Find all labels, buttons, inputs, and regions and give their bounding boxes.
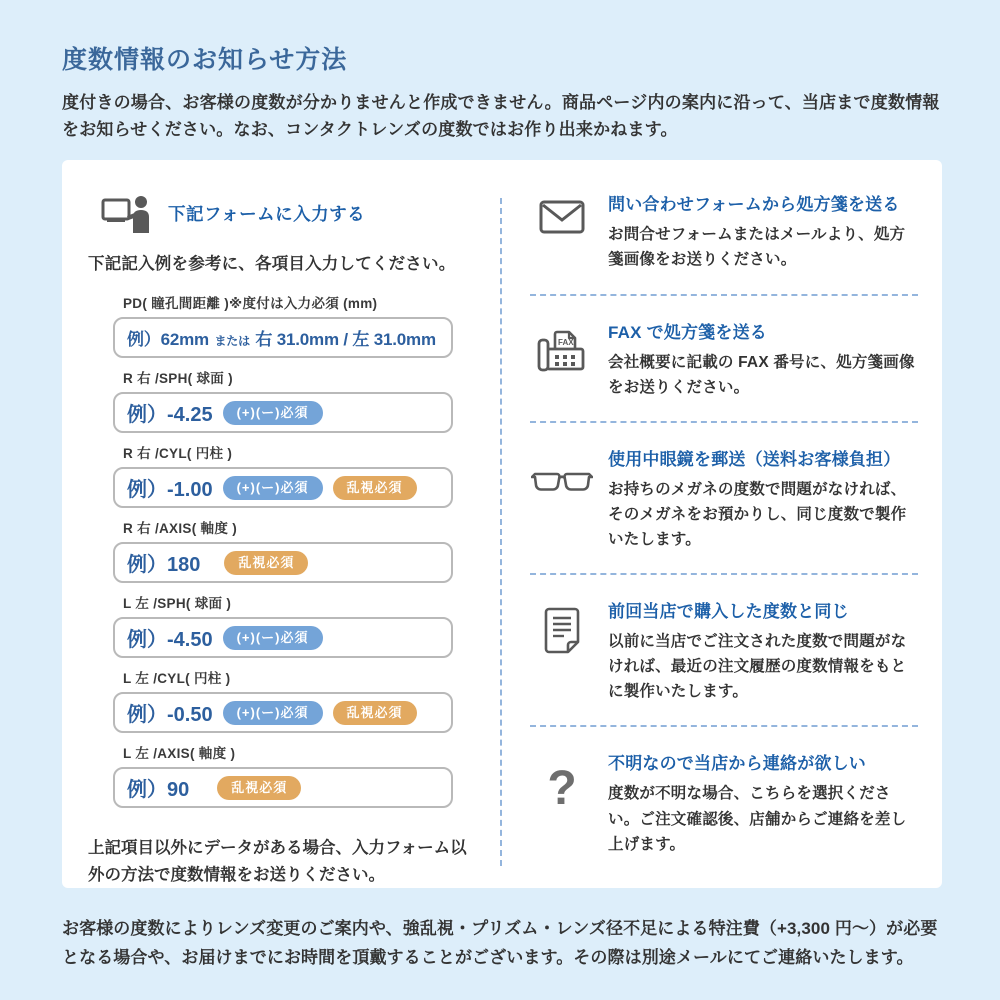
- example-value: 例）-1.00: [127, 479, 213, 502]
- intro-text: 度付きの場合、お客様の度数が分かりませんと作成できません。商品ページ内の案内に沿って、当店まで度数情報をお知らせください。なお、コンタクトレンズの度数ではお作り出来かねます。: [62, 93, 940, 140]
- page-title: 度数情報のお知らせ方法: [62, 46, 348, 74]
- glasses-icon: [530, 445, 594, 552]
- field-label: PD( 瞳孔間距離 )※度付は入力必須 (mm): [123, 296, 378, 312]
- method-description: お持ちのメガネの度数で問題がなければ、そのメガネをお預かりし、同じ度数で製作いたします。: [608, 480, 907, 549]
- method-mail-glasses: [530, 421, 918, 573]
- astigmatism-required-badge: 乱視必須: [333, 701, 417, 725]
- svg-text:FAX: FAX: [558, 337, 574, 347]
- fax-icon: [530, 318, 594, 400]
- method-body: [594, 445, 918, 552]
- form-footnote: 上記項目以外にデータがある場合、入力フォーム以外の方法で度数情報をお送りください。: [88, 839, 467, 884]
- person-at-computer-icon: [100, 193, 152, 233]
- document-icon: [530, 597, 594, 704]
- envelope-icon: [530, 190, 594, 272]
- field-group-l-axis: [113, 742, 453, 808]
- method-heading: 不明なので当店から連絡が欲しい: [608, 754, 866, 774]
- example-value: 例）62mm または 右 31.0mm / 左 31.0mm: [127, 330, 436, 350]
- example-input-r-axis: [113, 542, 453, 583]
- example-input-l-sph: [113, 617, 453, 658]
- method-previous-order: [530, 573, 918, 725]
- method-description: 度数が不明な場合、こちらを選択ください。ご注文確認後、店舗からご連絡を差し上げます。: [608, 785, 907, 853]
- prescription-methods-panel: [62, 160, 942, 888]
- example-input-r-cyl: [113, 467, 453, 508]
- method-contact-me: [530, 725, 918, 877]
- form-method-heading: 下記フォームに入力する: [168, 203, 366, 224]
- example-value: 例）180: [127, 554, 201, 577]
- form-instruction: 下記記入例を参考に、各項目入力してください。: [88, 255, 456, 274]
- method-body: [594, 749, 918, 856]
- astigmatism-required-badge: 乱視必須: [224, 551, 308, 575]
- other-methods-column: [502, 160, 942, 888]
- field-group-l-sph: [113, 592, 453, 658]
- plus-minus-required-badge: (+)(ー)必須: [223, 476, 323, 500]
- question-icon: ?: [547, 762, 577, 816]
- method-description: 以前に当店でご注文された度数で問題がなければ、最近の注文履歴の度数情報をもとに製作いたします。: [608, 633, 907, 701]
- footer-note: お客様の度数によりレンズ変更のご案内や、強乱視・プリズム・レンズ径不足による特注費（+3,300 円〜）が必要となる場合や、お届けまでにお時間を頂戴することがございます。その際は別途メールにてご連絡いたします。: [62, 919, 938, 968]
- example-input-pd: [113, 317, 453, 358]
- example-value: 例）-0.50: [127, 704, 213, 727]
- field-group-r-axis: [113, 517, 453, 583]
- method-fax: [530, 294, 918, 421]
- plus-minus-required-badge: (+)(ー)必須: [223, 626, 323, 650]
- method-body: [594, 318, 918, 400]
- plus-minus-required-badge: (+)(ー)必須: [223, 701, 323, 725]
- method-description: お問合せフォームまたはメールより、処方箋画像をお送りください。: [608, 226, 906, 269]
- example-value: 例）90: [127, 779, 190, 802]
- example-value: 例）-4.25: [127, 404, 213, 427]
- field-group-r-cyl: [113, 442, 453, 508]
- field-label: R 右 /SPH( 球面 ): [123, 371, 233, 387]
- field-label: L 左 /CYL( 円柱 ): [123, 671, 231, 687]
- method-body: [594, 190, 918, 272]
- method-description: 会社概要に記載の FAX 番号に、処方箋画像をお送りください。: [608, 353, 915, 396]
- example-input-r-sph: [113, 392, 453, 433]
- field-group-l-cyl: [113, 667, 453, 733]
- field-label: R 右 /CYL( 円柱 ): [123, 446, 233, 462]
- astigmatism-required-badge: 乱視必須: [333, 476, 417, 500]
- method-contact-form: [530, 168, 918, 293]
- form-example-fields: [113, 292, 453, 808]
- method-heading: 使用中眼鏡を郵送（送料お客様負担）: [608, 449, 901, 469]
- astigmatism-required-badge: 乱視必須: [217, 776, 301, 800]
- example-input-l-axis: [113, 767, 453, 808]
- example-value: 例）-4.50: [127, 629, 213, 652]
- example-input-l-cyl: [113, 692, 453, 733]
- field-group-r-sph: [113, 367, 453, 433]
- field-label: R 右 /AXIS( 軸度 ): [123, 521, 238, 537]
- example-or-text: または: [214, 334, 250, 349]
- method-heading: FAX で処方箋を送る: [608, 322, 767, 342]
- method-heading: 問い合わせフォームから処方箋を送る: [608, 195, 900, 215]
- field-group-pd: [113, 292, 453, 358]
- method-body: [594, 597, 918, 704]
- form-method-header: [88, 193, 500, 233]
- field-label: L 左 /SPH( 球面 ): [123, 596, 232, 612]
- method-heading: 前回当店で購入した度数と同じ: [608, 602, 849, 622]
- plus-minus-required-badge: (+)(ー)必須: [223, 401, 323, 425]
- form-example-column: [62, 160, 500, 888]
- field-label: L 左 /AXIS( 軸度 ): [123, 746, 236, 762]
